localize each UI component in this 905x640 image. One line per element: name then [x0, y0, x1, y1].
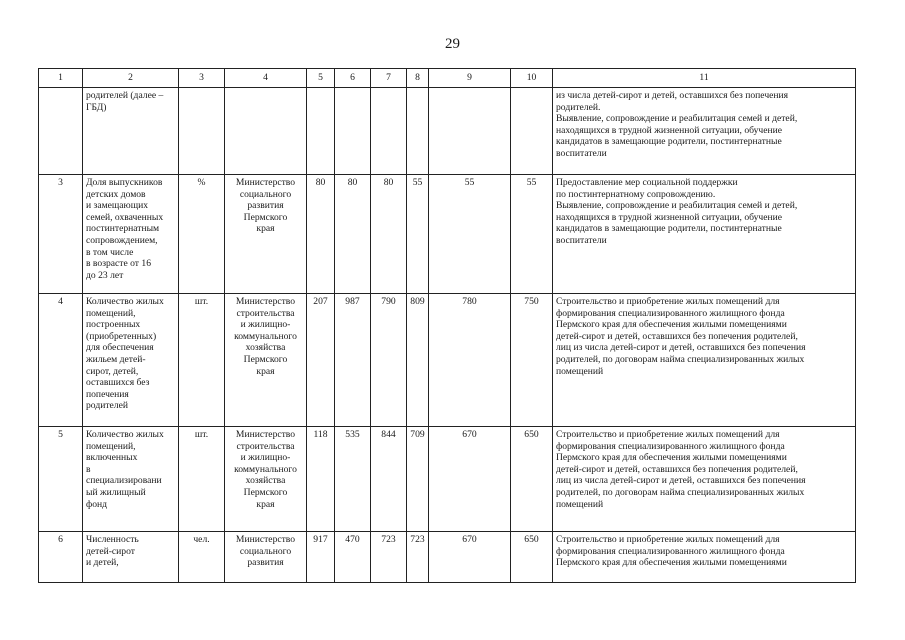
measures-description-cell — [553, 427, 856, 532]
unit-cell: шт. — [179, 294, 225, 427]
description-line: по постинтернатному сопровождению. — [556, 188, 716, 200]
description-line: Строительство и приобретение жилых помещений для — [556, 429, 780, 440]
ministry-line: Министерство — [235, 429, 296, 440]
value-cell-col-9: 670 — [429, 427, 511, 532]
column-number: 8 — [407, 69, 429, 88]
description-line: кандидатов в замещающие родители, постинтернатные — [556, 136, 782, 148]
ministry-line: и жилищно- — [240, 452, 291, 464]
description-line: детей-сирот и детей, оставшихся без попечения родителей, — [556, 330, 798, 342]
value-cell-col-6 — [335, 88, 371, 175]
indicator-name-line: включенных — [86, 452, 138, 464]
indicator-name-line: жильем детей- — [86, 353, 146, 365]
responsible-ministry-cell — [225, 294, 307, 427]
value-cell-col-5 — [307, 88, 335, 175]
row-number-cell: 5 — [39, 427, 83, 532]
value-cell-col-6: 987 — [335, 294, 371, 427]
description-line: Пермского края для обеспечения жилыми помещениями — [556, 452, 787, 464]
value-cell-col-9: 670 — [429, 532, 511, 583]
value-cell-col-7 — [371, 88, 407, 175]
value-cell-col-7: 723 — [371, 532, 407, 583]
column-number: 10 — [511, 69, 553, 88]
unit-cell: шт. — [179, 427, 225, 532]
indicator-name-line: Численность — [86, 534, 139, 545]
column-number: 3 — [179, 69, 225, 88]
value-cell-col-9: 55 — [429, 175, 511, 294]
value-cell-col-7: 80 — [371, 175, 407, 294]
value-cell-col-7: 844 — [371, 427, 407, 532]
description-line: помещений — [556, 365, 604, 377]
ministry-line: развития — [247, 557, 284, 569]
description-line: находящихся в трудной жизненной ситуации, обучение — [556, 124, 783, 136]
table-row — [39, 532, 856, 583]
indicator-name-line: постинтернатным — [86, 223, 160, 235]
indicator-name-cell — [83, 427, 179, 532]
indicator-name-line: детских домов — [86, 188, 146, 200]
ministry-line: Министерство — [235, 296, 296, 307]
indicator-name-line: Количество жилых — [86, 296, 164, 307]
ministry-line: развития — [247, 200, 284, 212]
description-line: Выявление, сопровождение и реабилитация семей и детей, — [556, 200, 798, 212]
description-line: Строительство и приобретение жилых помещений для — [556, 296, 780, 307]
description-line: детей-сирот и детей, оставшихся без попечения родителей, — [556, 463, 798, 475]
indicator-name-line: и замещающих — [86, 200, 149, 212]
column-number: 5 — [307, 69, 335, 88]
table-row — [39, 427, 856, 532]
ministry-line: Пермского — [243, 211, 288, 223]
indicator-name-line: в возрасте от 16 — [86, 258, 151, 270]
description-line: Выявление, сопровождение и реабилитация семей и детей, — [556, 113, 798, 125]
ministry-line: Министерство — [235, 177, 296, 188]
indicator-name-line: в — [86, 463, 91, 475]
indicator-name-line: построенных — [86, 319, 141, 331]
ministry-line: края — [256, 498, 275, 510]
ministry-line: Пермского — [243, 486, 288, 498]
value-cell-col-10: 750 — [511, 294, 553, 427]
description-line: воспитатели — [556, 147, 607, 159]
indicator-name-line: в том числе — [86, 246, 134, 258]
description-line: родителей, по договорам найма специализированных жилых — [556, 353, 805, 365]
measures-description-cell — [553, 294, 856, 427]
value-cell-col-6: 80 — [335, 175, 371, 294]
row-number-cell — [39, 88, 83, 175]
ministry-line: строительства — [236, 307, 295, 319]
ministry-line: социального — [239, 545, 292, 557]
indicator-name-cell — [83, 532, 179, 583]
table-row — [39, 294, 856, 427]
ministry-line: коммунального — [234, 463, 297, 475]
responsible-ministry-cell — [225, 88, 307, 175]
responsible-ministry-cell — [225, 532, 307, 583]
unit-cell: чел. — [179, 532, 225, 583]
column-number: 9 — [429, 69, 511, 88]
description-line: Пермского края для обеспечения жилыми помещениями — [556, 557, 787, 569]
indicator-name-line: детей-сирот — [86, 545, 135, 557]
value-cell-col-8: 809 — [407, 294, 429, 427]
indicator-name-cell — [83, 88, 179, 175]
indicator-name-line: ГБД) — [86, 101, 107, 113]
value-cell-col-10 — [511, 88, 553, 175]
indicator-name-line: до 23 лет — [86, 269, 124, 281]
value-cell-col-5: 80 — [307, 175, 335, 294]
measures-description-cell — [553, 88, 856, 175]
column-number: 7 — [371, 69, 407, 88]
indicator-name-line: сопровождением, — [86, 234, 158, 246]
row-number-cell: 3 — [39, 175, 83, 294]
value-cell-col-9: 780 — [429, 294, 511, 427]
value-cell-col-9 — [429, 88, 511, 175]
description-line: формирования специализированного жилищного фонда — [556, 545, 785, 557]
column-number: 1 — [39, 69, 83, 88]
value-cell-col-8 — [407, 88, 429, 175]
indicator-name-line: Количество жилых — [86, 429, 164, 440]
ministry-line: строительства — [236, 440, 295, 452]
ministry-line: хозяйства — [245, 475, 286, 487]
indicator-name-line: фонд — [86, 498, 108, 510]
value-cell-col-5: 207 — [307, 294, 335, 427]
indicator-name-cell — [83, 175, 179, 294]
indicator-name-line: для обеспечения — [86, 342, 154, 354]
ministry-line: социального — [239, 188, 292, 200]
indicator-name-line: Доля выпускников — [86, 177, 163, 188]
table-body — [39, 69, 856, 583]
value-cell-col-5: 917 — [307, 532, 335, 583]
ministry-line: края — [256, 365, 275, 377]
ministry-line: края — [256, 223, 275, 235]
value-cell-col-10: 55 — [511, 175, 553, 294]
description-line: лиц из числа детей-сирот и детей, оставшихся без попечения — [556, 342, 806, 354]
ministry-line: Министерство — [235, 534, 296, 545]
indicator-name-line: сирот, детей, — [86, 365, 139, 377]
description-line: родителей. — [556, 101, 601, 113]
table-row — [39, 88, 856, 175]
indicator-name-line: ый жилищный — [86, 486, 146, 498]
value-cell-col-5: 118 — [307, 427, 335, 532]
indicator-name-line: помещений, — [86, 307, 136, 319]
column-number-row — [39, 69, 856, 88]
responsible-ministry-cell — [225, 175, 307, 294]
indicator-name-line: помещений, — [86, 440, 136, 452]
description-line: формирования специализированного жилищного фонда — [556, 440, 785, 452]
value-cell-col-7: 790 — [371, 294, 407, 427]
unit-cell: % — [179, 175, 225, 294]
description-line: кандидатов в замещающие родители, постинтернатные — [556, 223, 782, 235]
indicator-name-line: семей, охваченных — [86, 211, 164, 223]
column-number: 11 — [553, 69, 856, 88]
measures-description-cell — [553, 532, 856, 583]
column-number: 4 — [225, 69, 307, 88]
ministry-line: Пермского — [243, 353, 288, 365]
description-line: находящихся в трудной жизненной ситуации, обучение — [556, 211, 783, 223]
indicator-name-line: и детей, — [86, 557, 119, 569]
unit-cell — [179, 88, 225, 175]
value-cell-col-8: 709 — [407, 427, 429, 532]
measures-description-cell — [553, 175, 856, 294]
page-number: 29 — [445, 36, 460, 52]
ministry-line: и жилищно- — [240, 319, 291, 331]
description-line: из числа детей-сирот и детей, оставшихся без попечения — [556, 90, 789, 101]
description-line: Строительство и приобретение жилых помещений для — [556, 534, 780, 545]
description-line: формирования специализированного жилищного фонда — [556, 307, 785, 319]
value-cell-col-6: 535 — [335, 427, 371, 532]
indicator-name-line: специализировани — [86, 475, 162, 487]
indicators-table — [38, 68, 856, 583]
indicator-name-line: попечения — [86, 388, 129, 400]
column-number: 2 — [83, 69, 179, 88]
row-number-cell: 4 — [39, 294, 83, 427]
value-cell-col-8: 723 — [407, 532, 429, 583]
ministry-line: коммунального — [234, 330, 297, 342]
table-row — [39, 175, 856, 294]
description-line: воспитатели — [556, 234, 607, 246]
description-line: помещений — [556, 498, 604, 510]
value-cell-col-10: 650 — [511, 427, 553, 532]
indicator-name-line: родителей (далее – — [86, 90, 164, 101]
value-cell-col-8: 55 — [407, 175, 429, 294]
indicator-name-cell — [83, 294, 179, 427]
description-line: Пермского края для обеспечения жилыми помещениями — [556, 319, 787, 331]
indicator-name-line: (приобретенных) — [86, 330, 157, 342]
description-line: родителей, по договорам найма специализированных жилых — [556, 486, 805, 498]
indicator-name-line: родителей — [86, 400, 128, 412]
ministry-line: хозяйства — [245, 342, 286, 354]
value-cell-col-6: 470 — [335, 532, 371, 583]
indicator-name-line: оставшихся без — [86, 377, 150, 389]
responsible-ministry-cell — [225, 427, 307, 532]
row-number-cell: 6 — [39, 532, 83, 583]
column-number: 6 — [335, 69, 371, 88]
value-cell-col-10: 650 — [511, 532, 553, 583]
description-line: Предоставление мер социальной поддержки — [556, 177, 738, 188]
description-line: лиц из числа детей-сирот и детей, оставшихся без попечения — [556, 475, 806, 487]
